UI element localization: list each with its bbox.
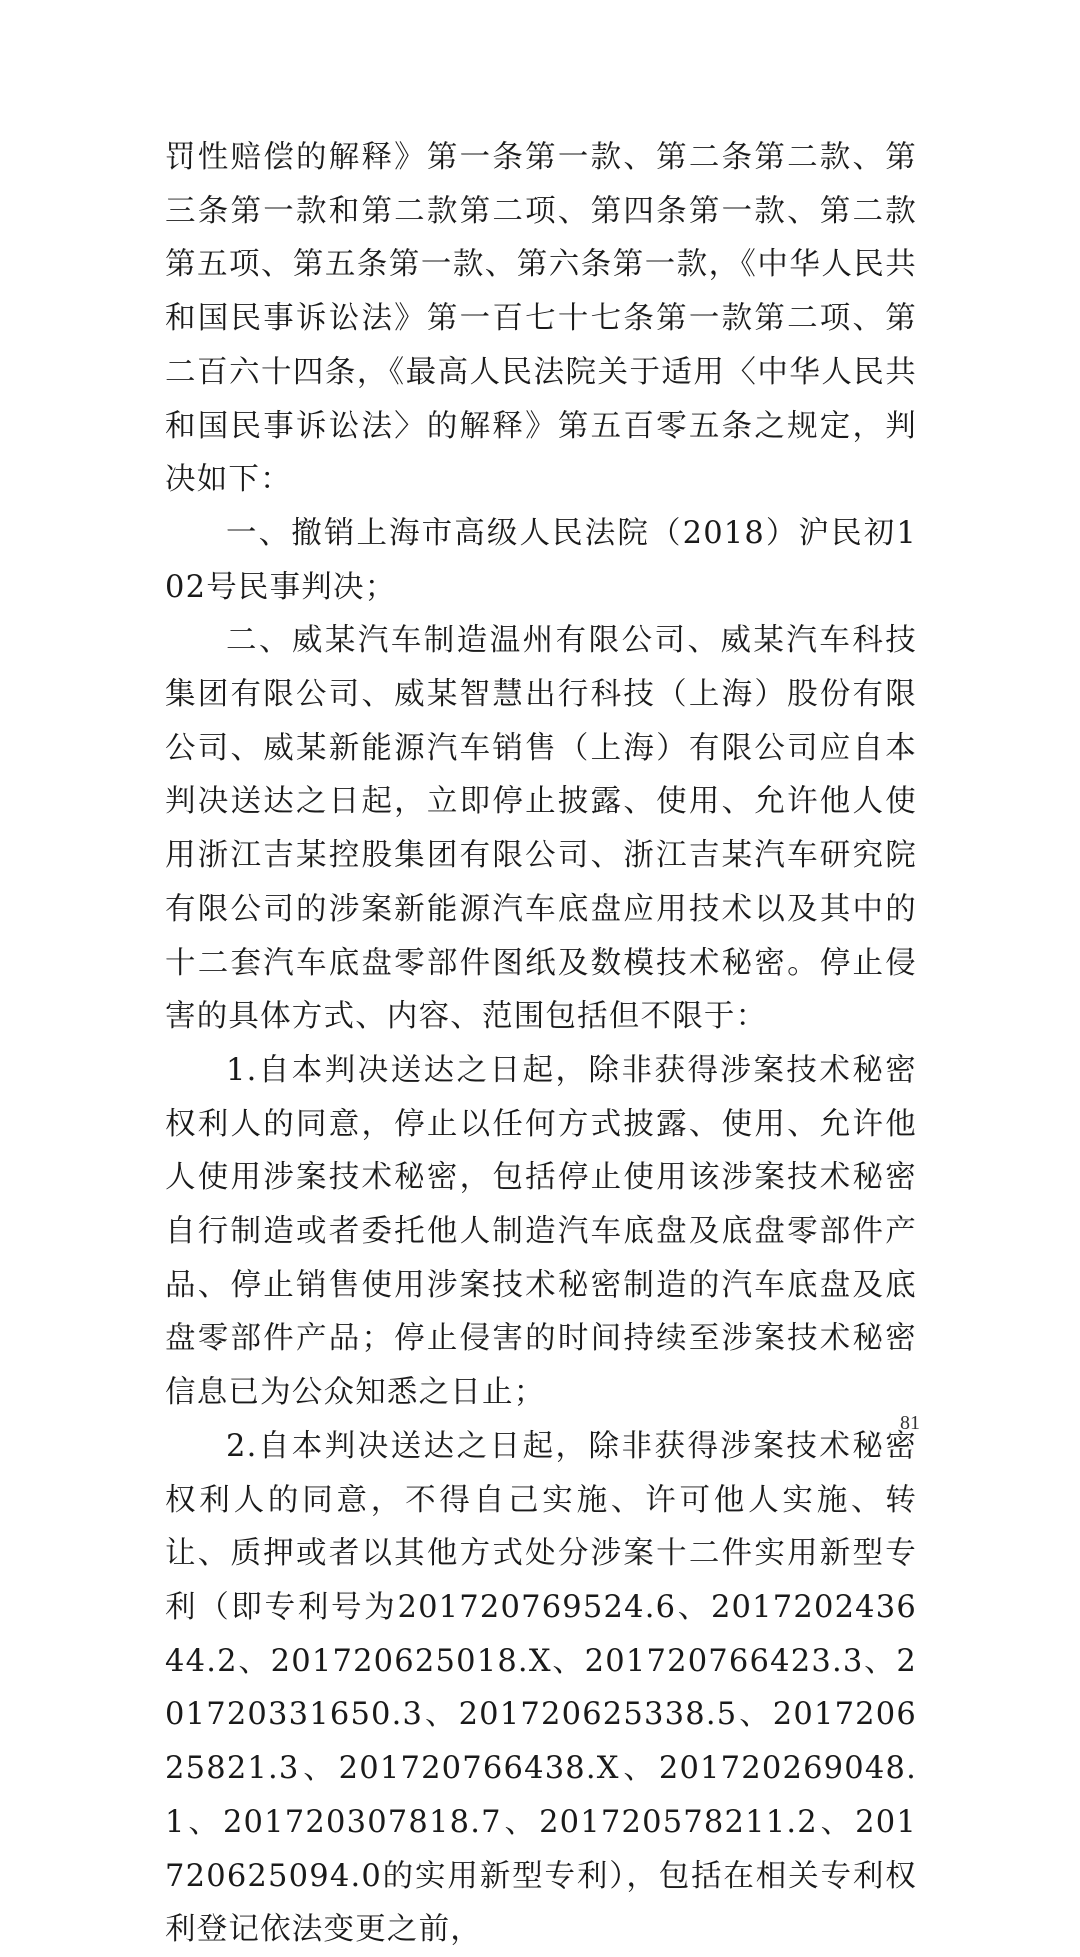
paragraph-subitem-2: 2.自本判决送达之日起，除非获得涉案技术秘密权利人的同意，不得自己实施、许可他人实施、转让、质押或者以其他方式处分涉案十二件实用新型专利（即专利号为201720769524.6、201720243644.2、201720625018.X、201720766423.3、201720331650.3、201720625338.5、201720625821.3、201720766438.X、201720269048.1、201720307818.7、201720578211.2、201720625094.0的实用新型专利），包括在相关专利权利登记依法变更之前，	[165, 1428, 917, 1948]
paragraph-legal-basis: 罚性赔偿的解释》第一条第一款、第二条第二款、第三条第一款和第二款第二项、第四条第一款、第二款第五项、第五条第一款、第六条第一款，《中华人民共和国民事诉讼法》第一百七十七条第一款第二项、第二百六十四条，《最高人民法院关于适用〈中华人民共和国民事诉讼法〉的解释》第五百零五条之规定，判决如下：	[165, 140, 917, 498]
paragraph-item-two-cease: 二、威某汽车制造温州有限公司、威某汽车科技集团有限公司、威某智慧出行科技（上海）股份有限公司、威某新能源汽车销售（上海）有限公司应自本判决送达之日起，立即停止披露、使用、允许他人使用浙江吉某控股集团有限公司、浙江吉某汽车研究院有限公司的涉案新能源汽车底盘应用技术以及其中的十二套汽车底盘零部件图纸及数模技术秘密。停止侵害的具体方式、内容、范围包括但不限于：	[165, 623, 917, 1035]
paragraph-item-one-revoke: 一、撤销上海市高级人民法院（2018）沪民初102号民事判决；	[165, 515, 917, 605]
page-number: 81	[900, 1412, 920, 1434]
judgment-body-text	[165, 131, 917, 1957]
paragraph-subitem-1: 1.自本判决送达之日起，除非获得涉案技术秘密权利人的同意，停止以任何方式披露、使用、允许他人使用涉案技术秘密，包括停止使用该涉案技术秘密自行制造或者委托他人制造汽车底盘及底盘零部件产品、停止销售使用涉案技术秘密制造的汽车底盘及底盘零部件产品；停止侵害的时间持续至涉案技术秘密信息已为公众知悉之日止；	[165, 1052, 917, 1411]
